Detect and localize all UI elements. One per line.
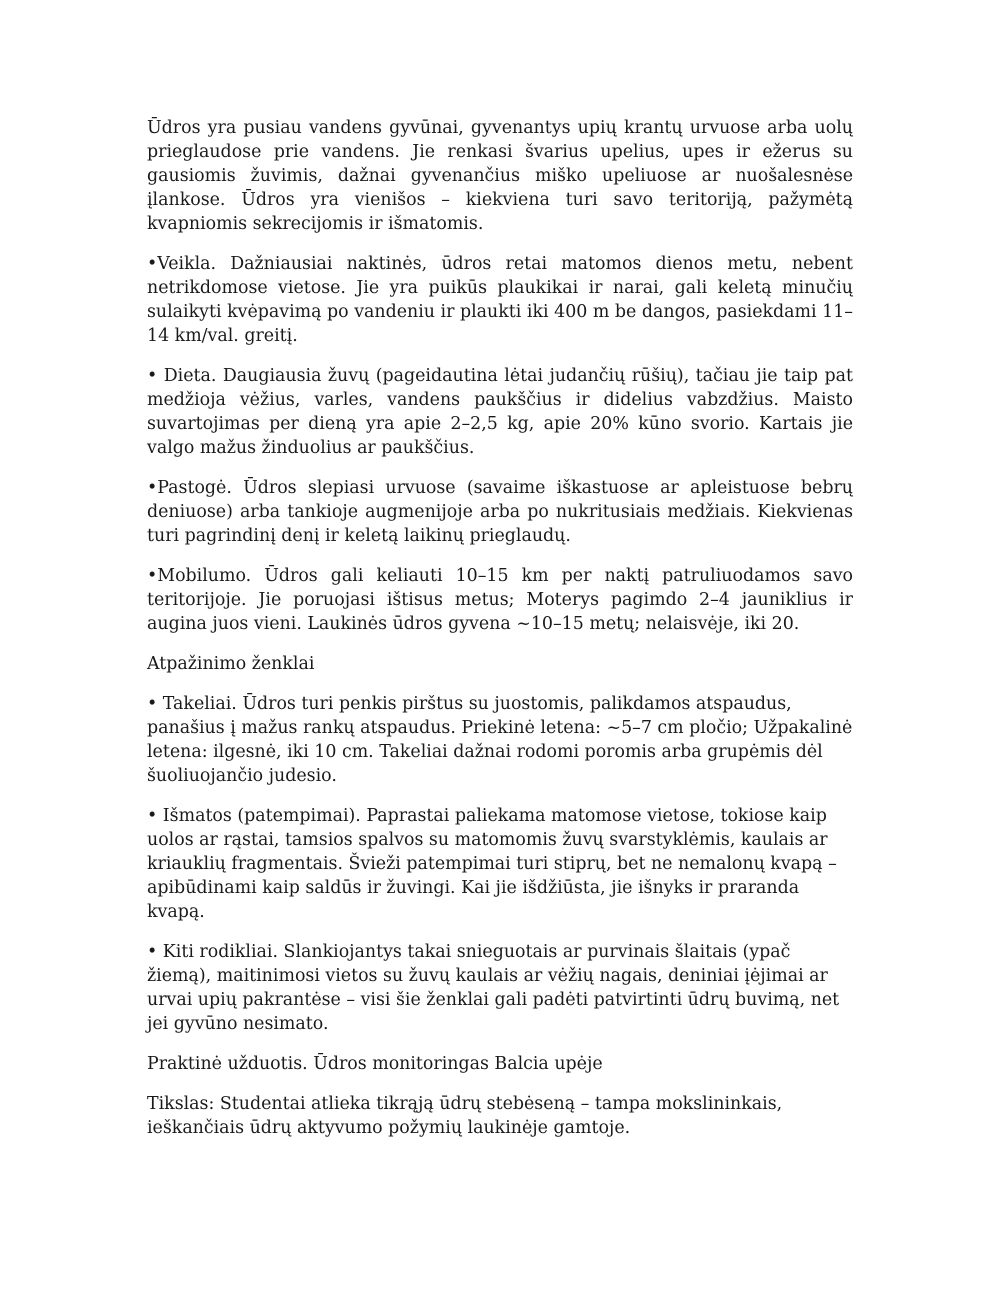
droppings-paragraph: • Išmatos (patempimai). Paprastai paliekama matomose vietose, tokiose kaip uolos ar rąstai, tamsios spalvos su matomomis žuvų svarstyklėmis, kaulais ar kriauklių fragmentais. Švieži patempimai turi stiprų, bet ne nemalonų kvapą – apibūdinami kaip saldūs ir žuvingi. Kai jie išdžiūsta, jie išnyks ir praranda kvapą.: [147, 806, 837, 922]
diet-paragraph: • Dieta. Daugiausia žuvų (pageidautina lėtai judančių rūšių), tačiau jie taip pat medžioja vėžius, varles, vandens paukščius ir didelius vabzdžius. Maisto suvartojimas per dieną yra apie 2–2,5 kg, apie 20% kūno svorio. Kartais jie valgo mažus žinduolius ar paukščius.: [147, 366, 853, 458]
other-indicators-paragraph: • Kiti rodikliai. Slankiojantys takai snieguotais ar purvinais šlaitais (ypač žiemą), maitinimosi vietos su žuvų kaulais ar vėžių nagais, deniniai įėjimai ar urvai upių pakrantėse – visi šie ženklai gali padėti patvirtinti ūdrų buvimą, net jei gyvūno nesimato.: [147, 942, 840, 1034]
goal-paragraph: Tikslas: Studentai atlieka tikrąją ūdrų stebėseną – tampa mokslininkais, ieškančiais ūdrų aktyvumo požymių laukinėje gamtoje.: [147, 1094, 783, 1138]
intro-paragraph: Ūdros yra pusiau vandens gyvūnai, gyvenantys upių krantų urvuose arba uolų prieglaudose prie vandens. Jie renkasi švarius upelius, upes ir ežerus su gausiomis žuvimis, dažnai gyvenančius miško upeliuose ar nuošalesnėse įlankose. Ūdros yra vienišos – kiekviena turi savo teritoriją, pažymėtą kvapniomis sekrecijomis ir išmatomis.: [147, 118, 853, 234]
shelter-paragraph: •Pastogė. Ūdros slepiasi urvuose (savaime iškastuose ar apleistuose bebrų deniuose) arba tankioje augmenijoje arba po nukritusiais medžiais. Kiekvienas turi pagrindinį denį ir keletą laikinų prieglaudų.: [147, 478, 853, 546]
mobility-paragraph: •Mobilumo. Ūdros gali keliauti 10–15 km per naktį patruliuodamos savo teritorijoje. Jie poruojasi ištisus metus; Moterys pagimdo 2–4 jauniklius ir augina juos vieni. Laukinės ūdros gyvena ~10–15 metų; nelaisvėje, iki 20.: [147, 566, 853, 634]
section-heading-signs: Atpažinimo ženklai: [147, 654, 315, 674]
activity-paragraph: •Veikla. Dažniausiai naktinės, ūdros retai matomos dienos metu, nebent netrikdomose vietose. Jie yra puikūs plaukikai ir narai, gali keletą minučių sulaikyti kvėpavimą po vandeniu ir plaukti iki 400 m be dangos, pasiekdami 11–14 km/val. greitį.: [147, 254, 853, 346]
practical-task-heading: Praktinė užduotis. Ūdros monitoringas Balcia upėje: [147, 1054, 603, 1074]
tracks-paragraph: • Takeliai. Ūdros turi penkis pirštus su juostomis, palikdamos atspaudus, panašius į mažus rankų atspaudus. Priekinė letena: ~5–7 cm pločio; Užpakalinė letena: ilgesnė, iki 10 cm. Takeliai dažnai rodomi poromis arba grupėmis dėl šuoliuojančio judesio.: [147, 694, 853, 786]
document-page: [147, 116, 853, 1156]
